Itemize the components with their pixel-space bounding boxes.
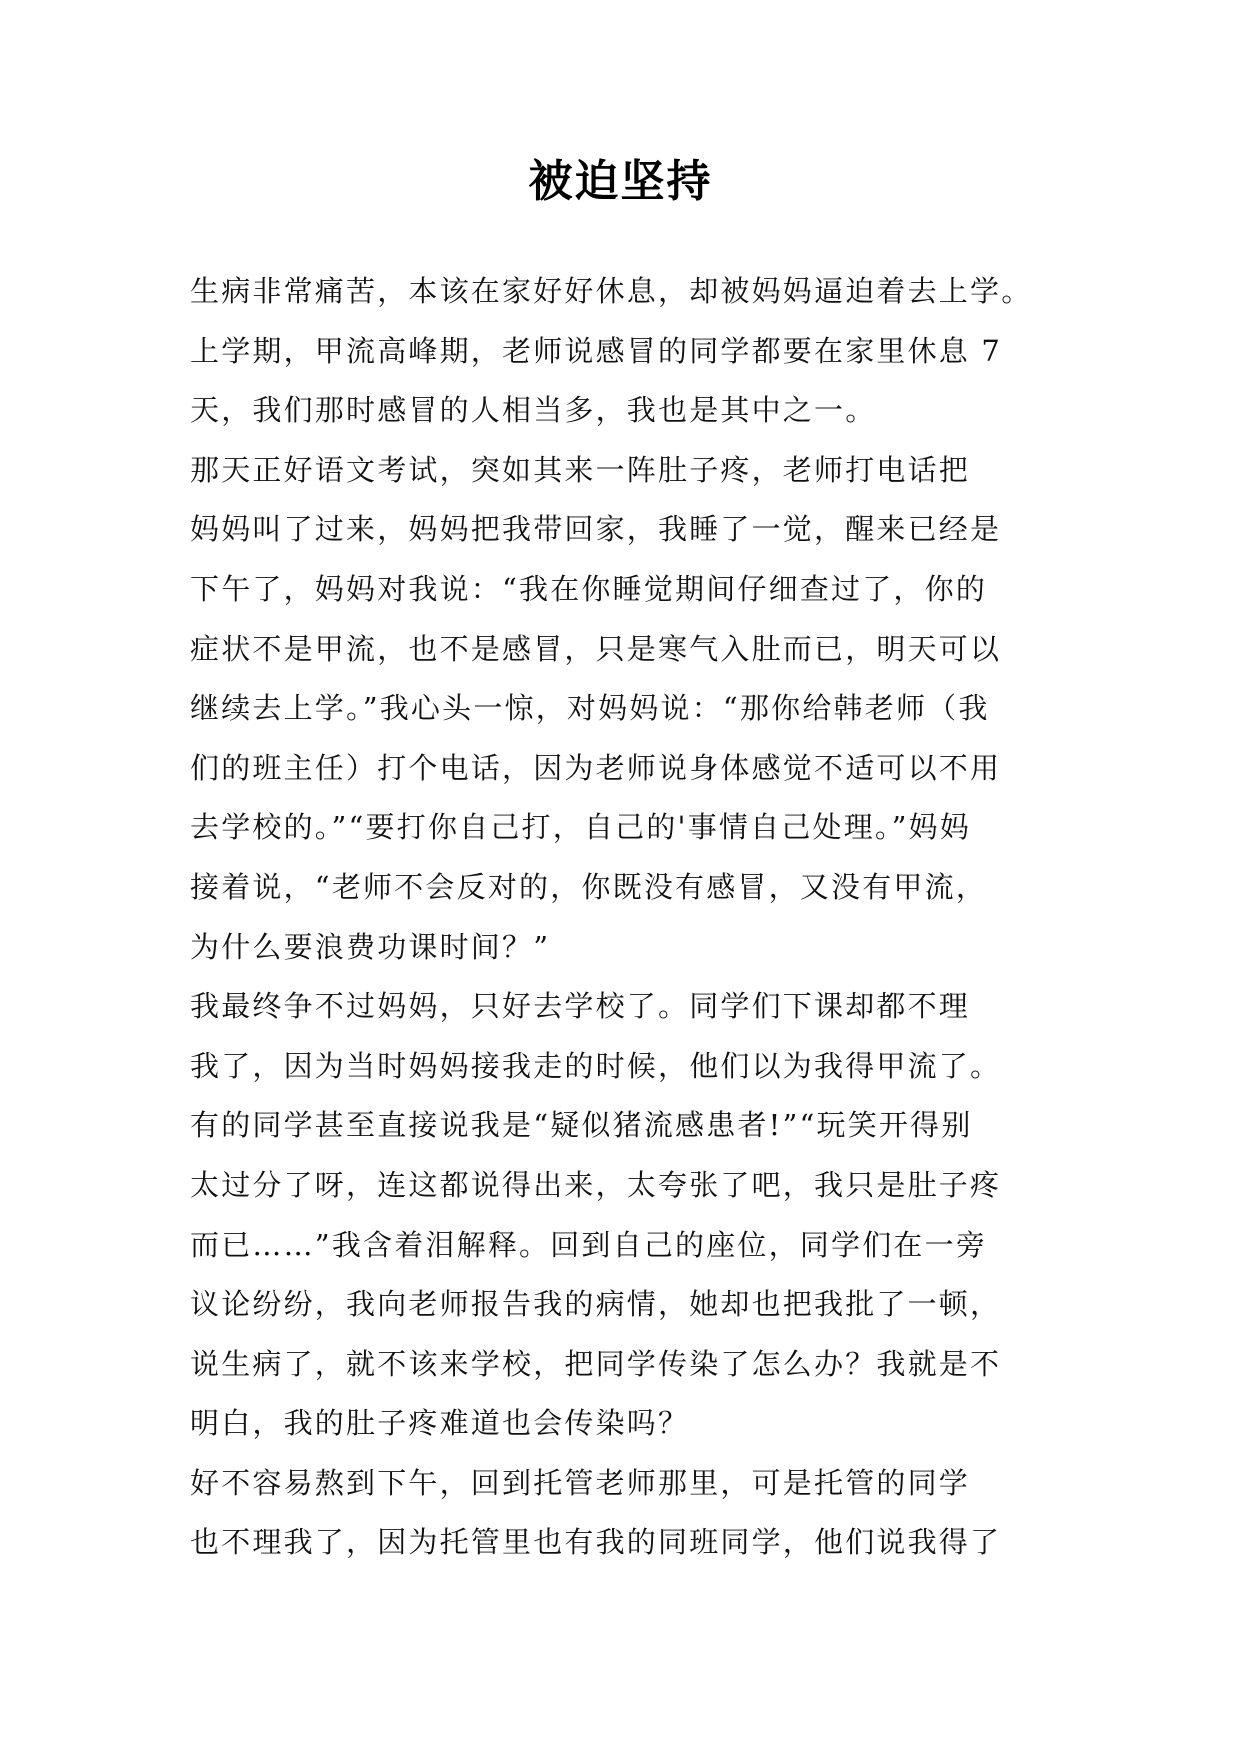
text-line: 症状不是甲流，也不是感冒，只是寒气入肚而已，明天可以 [190,631,1002,666]
text-line: 太过分了呀，连这都说得出来，太夸张了吧，我只是肚子疼 [190,1167,1002,1202]
document-body [190,262,1060,1573]
text-line: 们的班主任）打个电话，因为老师说身体感觉不适可以不用 [190,750,1002,785]
text-line: 说生病了，就不该来学校，把同学传染了怎么办？我就是不 [190,1346,1002,1381]
text-line: 为什么要浪费功课时间？” [190,929,551,964]
text-line: 我最终争不过妈妈，只好去学校了。同学们下课却都不理 [190,989,971,1024]
text-line: 而已……”我含着泪解释。回到自己的座位，同学们在一旁 [190,1227,988,1262]
text-line: 明白，我的肚子疼难道也会传染吗？ [190,1406,690,1441]
text-line: 也不理我了，因为托管里也有我的同班同学，他们说我得了 [190,1525,1002,1560]
text-line: 有的同学甚至直接说我是“疑似猪流感患者!”“玩笑开得别 [190,1108,973,1143]
text-line: 好不容易熬到下午，回到托管老师那里，可是托管的同学 [190,1465,971,1500]
text-line: 上学期，甲流高峰期，老师说感冒的同学都要在家里休息 7 [190,333,1003,368]
text-line: 那天正好语文考试，突如其来一阵肚子疼，老师打电话把 [190,452,971,487]
document-title: 被迫坚持 [528,156,713,207]
text-line: 继续去上学。”我心头一惊，对妈妈说：“那你给韩老师（我 [190,691,990,726]
text-line: 生病非常痛苦，本该在家好好休息，却被妈妈逼迫着去上学。 [190,274,1033,308]
text-line: 妈妈叫了过来，妈妈把我带回家，我睡了一觉，醒来已经是 [190,512,1002,547]
text-line: 去学校的。”“要打你自己打，自己的'事情自己处理。”妈妈 [190,810,972,845]
text-line: 天，我们那时感冒的人相当多，我也是其中之一。 [190,393,877,428]
text-line: 议论纷纷，我向老师报告我的病情，她却也把我批了一顿， [190,1287,1002,1322]
text-line: 我了，因为当时妈妈接我走的时候，他们以为我得甲流了。 [190,1048,1002,1083]
text-line: 接着说，“老师不会反对的，你既没有感冒，又没有甲流， [190,869,988,904]
text-line: 下午了，妈妈对我说：“我在你睡觉期间仔细查过了，你的 [190,571,988,606]
